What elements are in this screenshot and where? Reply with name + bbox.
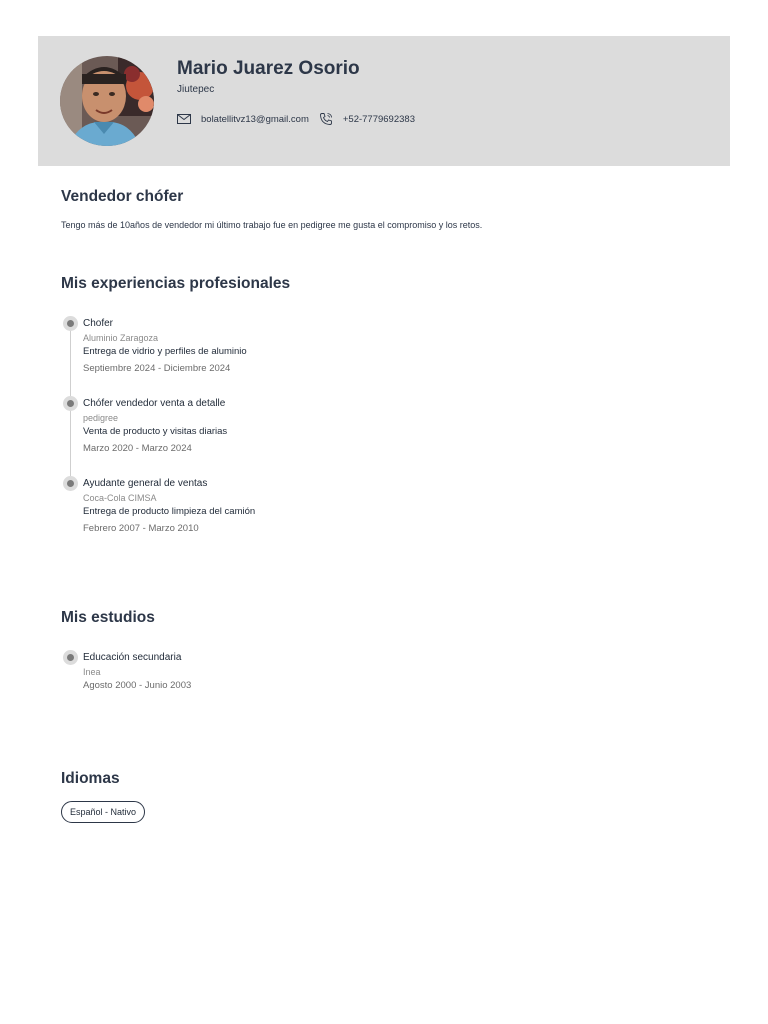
timeline-dot-icon [63,316,78,331]
avatar [60,56,154,146]
email-contact[interactable] [177,114,309,125]
experience-timeline [61,316,461,536]
phone-icon [319,112,333,126]
education-dates: Agosto 2000 - Junio 2003 [83,680,192,691]
avatar-photo [60,56,154,146]
job-title: Vendedor chófer [61,188,184,205]
experience-heading: Mis experiencias profesionales [61,275,291,292]
timeline-dot-icon [63,650,78,665]
languages-heading: Idiomas [61,770,120,787]
education-heading: Mis estudios [61,609,155,626]
timeline-dot-icon [63,476,78,491]
envelope-icon [177,114,191,124]
experience-description: Entrega de producto limpieza del camión [83,506,256,517]
experience-dates: Marzo 2020 - Marzo 2024 [83,443,192,454]
resume-header [38,36,730,166]
phone-contact[interactable] [319,112,415,126]
experience-company: Aluminio Zaragoza [83,333,159,343]
timeline-dot-icon [63,396,78,411]
contact-info [177,112,415,126]
experience-item [61,396,461,458]
profile-summary: Tengo más de 10años de vendedor mi último trabajo fue en pedigree me gusta el compromiso y los retos. [61,220,483,230]
experience-item [61,316,461,378]
email-text: bolatellitvz13@gmail.com [201,113,309,125]
experience-description: Venta de producto y visitas diarias [83,426,228,437]
education-degree: Educación secundaria [83,652,182,663]
education-school: Inea [83,667,101,677]
experience-role: Chófer vendedor venta a detalle [83,398,226,409]
experience-dates: Febrero 2007 - Marzo 2010 [83,523,199,534]
phone-text: +52-7779692383 [342,113,415,125]
experience-company: pedigree [83,413,119,423]
experience-description: Entrega de vidrio y perfiles de aluminio [83,346,247,357]
experience-role: Ayudante general de ventas [83,478,208,489]
education-item [61,650,461,712]
language-badge: Español - Nativo [61,801,145,823]
education-timeline [61,650,461,700]
experience-role: Chofer [83,318,114,329]
experience-dates: Septiembre 2024 - Diciembre 2024 [83,363,231,374]
experience-company: Coca-Cola CIMSA [83,493,157,503]
candidate-name: Mario Juarez Osorio [177,58,360,79]
experience-item [61,476,461,538]
candidate-city: Jiutepec [177,84,215,95]
